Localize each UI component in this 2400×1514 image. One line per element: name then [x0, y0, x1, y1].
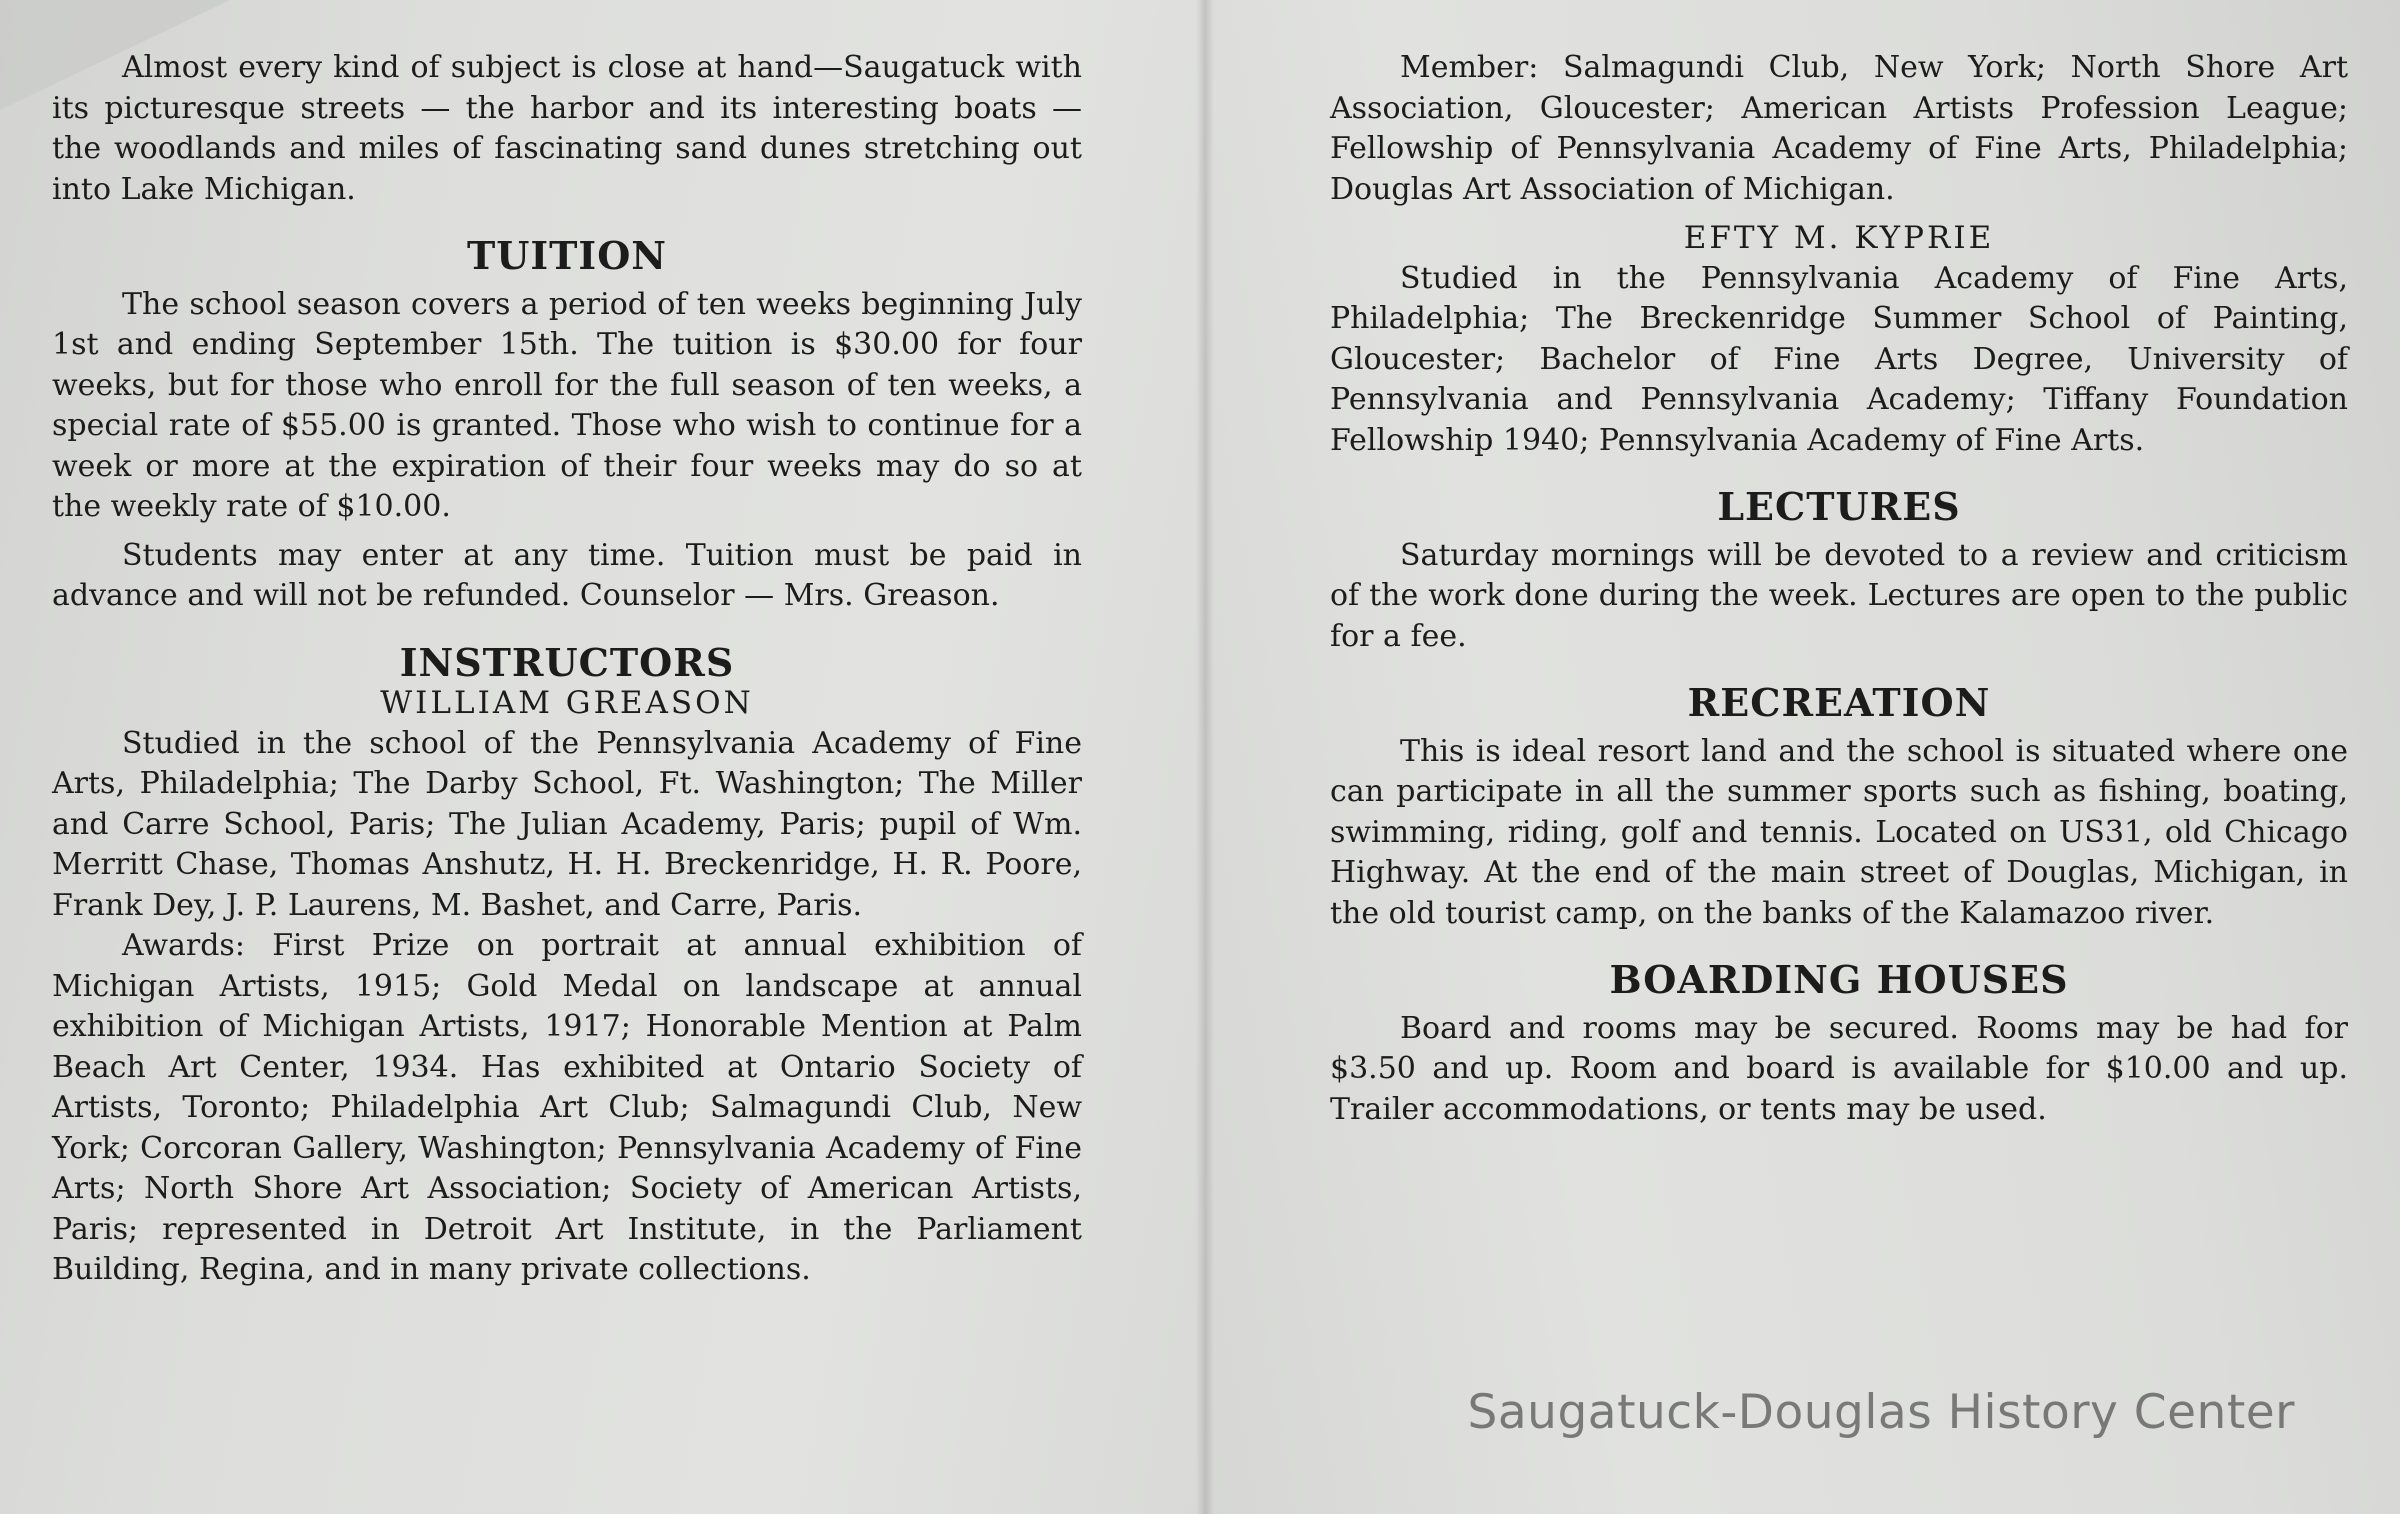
- right-column: [1330, 48, 2348, 1130]
- recreation-paragraph: This is ideal resort land and the school is situated where one can participate in all the summer sports such as fishing, boating, swimming, riding, golf and tennis. Located on US31, old Chicago Highway. At the end of the main street of Douglas, Michigan, in the old tourist camp, on the banks of the Kalamazoo river.: [1330, 733, 2348, 931]
- greason-awards-paragraph: Awards: First Prize on portrait at annual exhibition of Michigan Artists, 1915; Gold Medal on landscape at annual exhibition of Michigan Artists, 1917; Honorable Mention at Palm Beach Art Center, 1934. Has exhibited at Ontario Society of Artists, Toronto; Philadelphia Art Club; Salmagundi Club, New York; Corcoran Gallery, Washington; Pennsylvania Academy of Fine Arts; North Shore Art Association; Society of American Artists, Paris; represented in Detroit Art Institute, in the Parliament Building, Regina, and in many private collections.: [52, 928, 1082, 1287]
- greason-studied-paragraph: Studied in the school of the Pennsylvania Academy of Fine Arts, Philadelphia; The Darby School, Ft. Washington; The Miller and Carre School, Paris; The Julian Academy, Paris; pupil of Wm. Merritt Chase, Thomas Anshutz, H. H. Breckenridge, H. R. Poore, Frank Dey, J. P. Laurens, M. Bashet, and Carre, Paris.: [52, 725, 1082, 923]
- boarding-houses-heading: BOARDING HOUSES: [1609, 957, 2069, 1002]
- lectures-paragraph: Saturday mornings will be devoted to a review and criticism of the work done during the week. Lectures are open to the public for a fee.: [1330, 537, 2348, 654]
- member-paragraph: Member: Salmagundi Club, New York; North Shore Art Association, Gloucester; American Artists Profession League; Fellowship of Pennsylvania Academy of Fine Arts, Philadelphia; Douglas Art Association of Michigan.: [1330, 50, 2348, 207]
- recreation-heading: RECREATION: [1687, 680, 1991, 725]
- center-fold: [1196, 0, 1214, 1514]
- instructor-name-kyprie: EFTY M. KYPRIE: [1683, 220, 1995, 256]
- left-column: [52, 48, 1082, 1291]
- tuition-paragraph-1: The school season covers a period of ten weeks beginning July 1st and ending September 15th. The tuition is $30.00 for four weeks, but for those who enroll for the full season of ten weeks, a special rate of $55.00 is granted. Those who wish to continue for a week or more at the expiration of their four weeks may do so at the weekly rate of $10.00.: [52, 286, 1082, 524]
- intro-paragraph: Almost every kind of subject is close at hand—Saugatuck with its picturesque streets — the harbor and its interesting boats — the woodlands and miles of fascinating sand dunes stretching out into Lake Michigan.: [52, 50, 1082, 207]
- instructor-name-greason: WILLIAM GREASON: [380, 685, 754, 721]
- kyprie-studied-paragraph: Studied in the Pennsylvania Academy of Fine Arts, Philadelphia; The Breckenridge Summer School of Painting, Gloucester; Bachelor of Fine Arts Degree, University of Pennsylvania and Pennsylvania Academy; Tiffany Foundation Fellowship 1940; Pennsylvania Academy of Fine Arts.: [1330, 260, 2348, 458]
- instructors-heading: INSTRUCTORS: [399, 639, 735, 685]
- lectures-heading: LECTURES: [1717, 484, 1961, 529]
- watermark: Saugatuck-Douglas History Center: [1467, 1385, 2295, 1440]
- tuition-heading: TUITION: [466, 233, 668, 278]
- tuition-paragraph-2: Students may enter at any time. Tuition must be paid in advance and will not be refunded. Counselor — Mrs. Greason.: [52, 537, 1082, 613]
- boarding-houses-paragraph: Board and rooms may be secured. Rooms may be had for $3.50 and up. Room and board is available for $10.00 and up. Trailer accommodations, or tents may be used.: [1330, 1010, 2348, 1127]
